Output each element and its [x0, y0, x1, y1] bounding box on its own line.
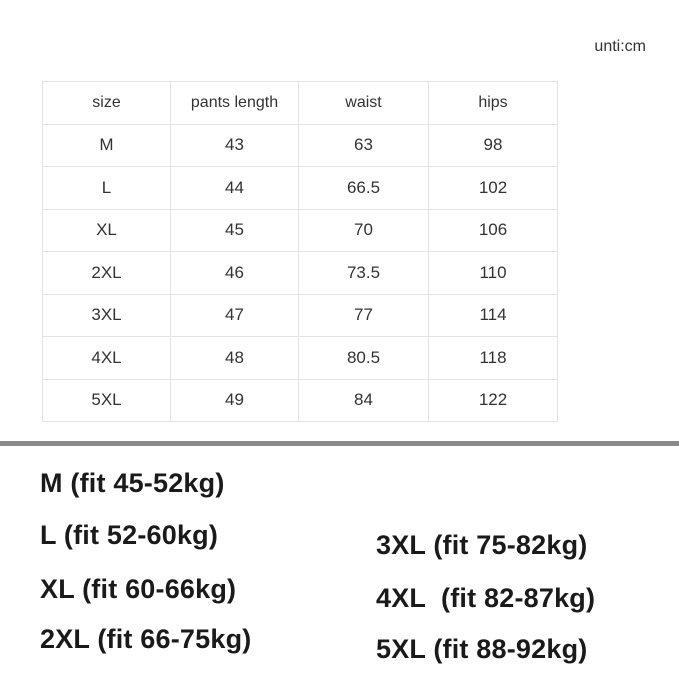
table-row: [43, 209, 558, 252]
table-row: [43, 167, 558, 210]
cell-hips: 118: [429, 337, 558, 380]
cell-pants-length: 47: [171, 294, 299, 337]
cell-pants-length: 48: [171, 337, 299, 380]
cell-hips: 98: [429, 124, 558, 167]
fit-5xl-text: 5XL (fit 88-92kg): [376, 634, 588, 664]
cell-pants-length: 45: [171, 209, 299, 252]
cell-hips: 106: [429, 209, 558, 252]
cell-size: 2XL: [43, 252, 171, 295]
cell-pants-length: 43: [171, 124, 299, 167]
table-row: [43, 294, 558, 337]
cell-size: 5XL: [43, 379, 171, 422]
table-row: [43, 379, 558, 422]
fit-4xl-text: 4XL (fit 82-87kg): [376, 583, 596, 613]
cell-waist: 80.5: [299, 337, 429, 380]
cell-waist: 84: [299, 379, 429, 422]
table-header-row: [43, 82, 558, 125]
header-size: size: [43, 82, 171, 125]
table-row: [43, 124, 558, 167]
fit-2xl-text: 2XL (fit 66-75kg): [40, 624, 252, 654]
cell-size: L: [43, 167, 171, 210]
fit-3xl-text: 3XL (fit 75-82kg): [376, 530, 588, 560]
cell-waist: 63: [299, 124, 429, 167]
cell-size: 3XL: [43, 294, 171, 337]
cell-waist: 73.5: [299, 252, 429, 295]
cell-waist: 77: [299, 294, 429, 337]
cell-size: XL: [43, 209, 171, 252]
cell-waist: 70: [299, 209, 429, 252]
table-row: [43, 337, 558, 380]
size-chart-table: [42, 81, 558, 422]
section-divider: [0, 441, 679, 446]
cell-pants-length: 49: [171, 379, 299, 422]
fit-xl-text: XL (fit 60-66kg): [40, 574, 237, 604]
header-waist: waist: [299, 82, 429, 125]
header-pants-length: pants length: [171, 82, 299, 125]
cell-size: 4XL: [43, 337, 171, 380]
cell-pants-length: 46: [171, 252, 299, 295]
table-row: [43, 252, 558, 295]
fit-m-text: M (fit 45-52kg): [40, 468, 225, 498]
cell-hips: 110: [429, 252, 558, 295]
cell-size: M: [43, 124, 171, 167]
header-hips: hips: [429, 82, 558, 125]
cell-waist: 66.5: [299, 167, 429, 210]
cell-hips: 122: [429, 379, 558, 422]
cell-hips: 102: [429, 167, 558, 210]
unit-label: unti:cm: [594, 38, 646, 55]
cell-hips: 114: [429, 294, 558, 337]
cell-pants-length: 44: [171, 167, 299, 210]
fit-l-text: L (fit 52-60kg): [40, 520, 219, 550]
